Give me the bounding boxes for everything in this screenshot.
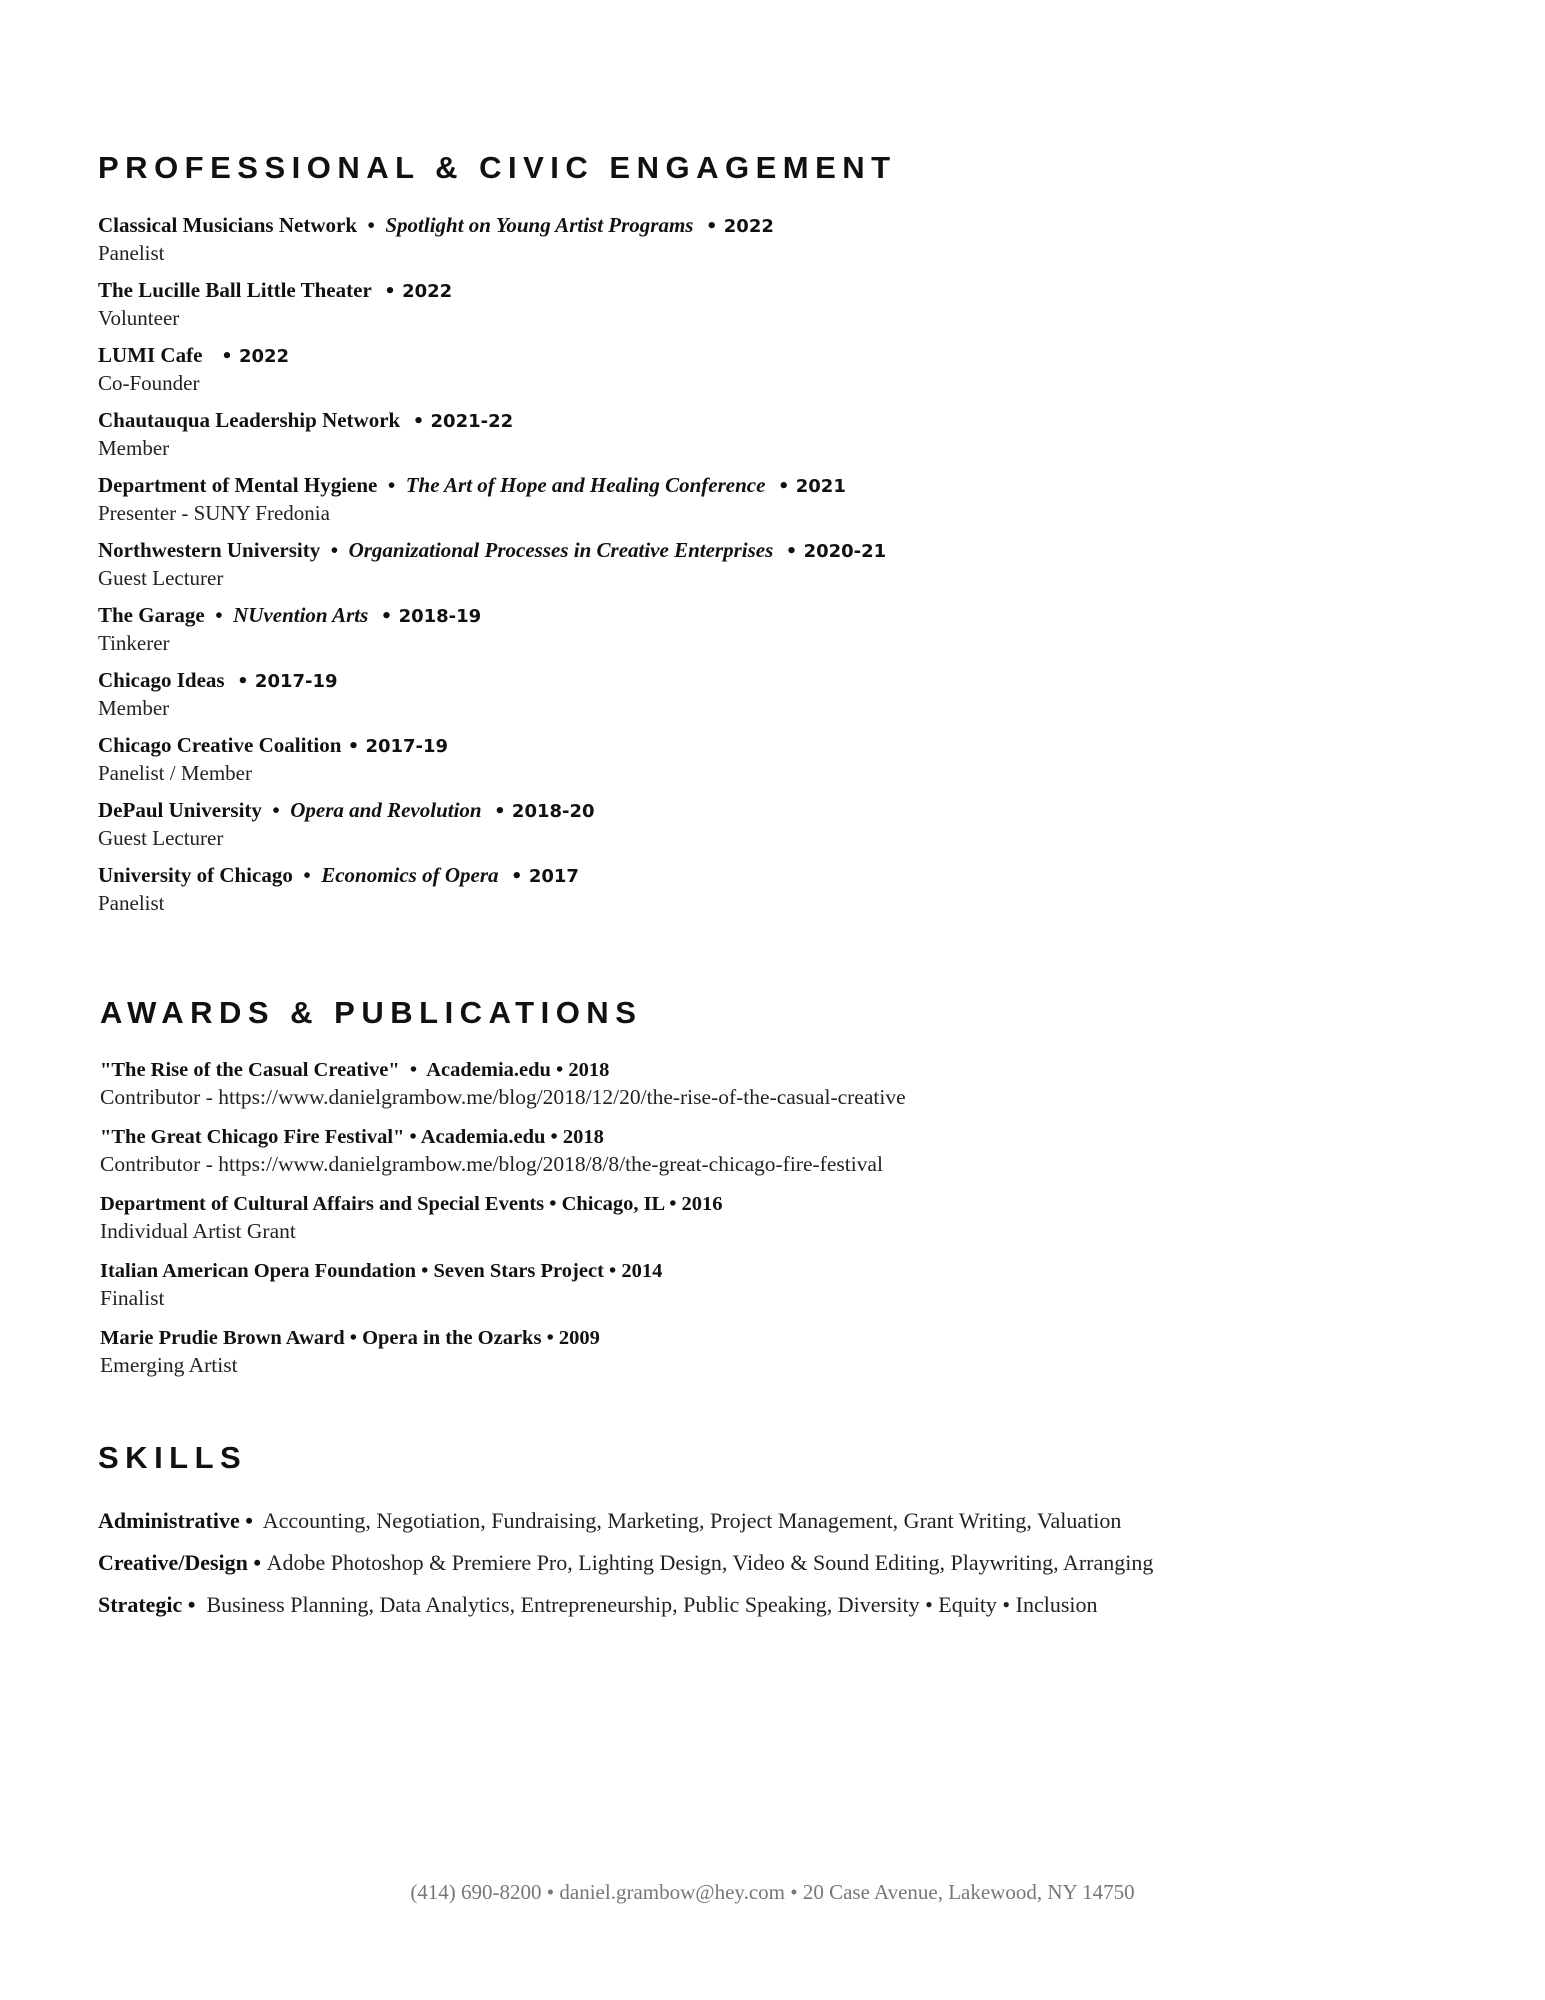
engagement-role: Co-Founder [98, 371, 200, 395]
award-entry [100, 1191, 1480, 1245]
engagement-entry [98, 602, 1478, 656]
engagement-role: Panelist / Member [98, 761, 252, 785]
engagement-role: Guest Lecturer [98, 566, 224, 590]
award-entry [100, 1325, 1480, 1379]
engagement-role: Panelist [98, 241, 165, 265]
engagement-title [98, 862, 1478, 890]
skills-heading: SKILLS [98, 1440, 248, 1475]
engagement-title [98, 602, 1478, 630]
skills-section [98, 1440, 1478, 1626]
engagement-title [98, 342, 1478, 370]
org-name: The Lucille Ball Little Theater [98, 278, 372, 302]
award-detail: Individual Artist Grant [100, 1219, 296, 1243]
org-name: LUMI Cafe [98, 343, 203, 367]
contact-footer: (414) 690-8200 • daniel.grambow@hey.com • 20 Case Avenue, Lakewood, NY 14750 [410, 1880, 1135, 1904]
separator: • [261, 798, 291, 822]
engagement-role: Panelist [98, 891, 165, 915]
program-name: NUvention Arts [233, 603, 369, 627]
award-title: Italian American Opera Foundation • Seven Stars Project • 2014 [100, 1260, 663, 1282]
award-detail: Finalist [100, 1286, 165, 1310]
year: • 2022 [693, 216, 774, 237]
engagement-title [98, 407, 1478, 435]
org-name: Chicago Ideas [98, 668, 225, 692]
engagement-entry [98, 862, 1478, 916]
org-name: DePaul University [98, 798, 262, 822]
org-name: Classical Musicians Network [98, 213, 357, 237]
engagement-role: Volunteer [98, 306, 180, 330]
org-name: Chicago Creative Coalition [98, 733, 342, 757]
award-title: "The Great Chicago Fire Festival" • Academia.edu • 2018 [100, 1126, 604, 1148]
award-entry [100, 1057, 1480, 1111]
year: • 2017-19 [224, 671, 338, 692]
program-name: Organizational Processes in Creative Enterprises [348, 538, 774, 562]
org-name: Department of Mental Hygiene [98, 473, 378, 497]
awards-section [100, 995, 1480, 1392]
skill-row [98, 1584, 1478, 1626]
separator: • [204, 603, 234, 627]
award-entry [100, 1124, 1480, 1178]
skill-row [98, 1500, 1478, 1542]
org-name: University of Chicago [98, 863, 293, 887]
engagement-entry [98, 277, 1478, 331]
year: • 2017 [498, 866, 579, 887]
year: • 2021-22 [400, 411, 514, 432]
engagement-title [98, 537, 1478, 565]
program-name: The Art of Hope and Healing Conference [405, 473, 766, 497]
engagement-entry [98, 797, 1478, 851]
engagement-entry [98, 732, 1478, 786]
engagement-title [98, 797, 1478, 825]
skill-label: Administrative • [98, 1508, 259, 1533]
year: • 2018-20 [481, 801, 595, 822]
engagement-role: Tinkerer [98, 631, 170, 655]
engagement-title [98, 277, 1478, 305]
year: • 2020-21 [773, 541, 887, 562]
engagement-title [98, 472, 1478, 500]
engagement-entry [98, 212, 1478, 266]
award-detail: Emerging Artist [100, 1353, 238, 1377]
org-name: Northwestern University [98, 538, 321, 562]
engagement-role: Member [98, 436, 170, 460]
skill-label: Creative/Design • [98, 1550, 267, 1575]
engagement-entry [98, 537, 1478, 591]
org-name: The Garage [98, 603, 205, 627]
separator: • [377, 473, 406, 497]
award-title: Marie Prudie Brown Award • Opera in the Ozarks • 2009 [100, 1327, 600, 1349]
year: • 2018-19 [368, 606, 482, 627]
award-title: "The Rise of the Casual Creative" • Academia.edu • 2018 [100, 1059, 610, 1081]
separator: • [292, 863, 322, 887]
year: • 2022 [202, 346, 290, 367]
professional-heading: PROFESSIONAL & CIVIC ENGAGEMENT [98, 150, 897, 185]
org-name: Chautauqua Leadership Network [98, 408, 401, 432]
engagement-role: Member [98, 696, 170, 720]
year: • 2022 [371, 281, 453, 302]
engagement-role: Presenter - SUNY Fredonia [98, 501, 330, 525]
engagement-entry [98, 342, 1478, 396]
year: • 2021 [765, 476, 846, 497]
skill-label: Strategic • [98, 1592, 201, 1617]
awards-heading: AWARDS & PUBLICATIONS [100, 995, 643, 1030]
award-detail: Contributor - https://www.danielgrambow.me/blog/2018/12/20/the-rise-of-the-casual-creative [100, 1085, 906, 1109]
engagement-entry [98, 472, 1478, 526]
award-title: Department of Cultural Affairs and Special Events • Chicago, IL • 2016 [100, 1193, 723, 1215]
skill-list: Adobe Photoshop & Premiere Pro, Lighting Design, Video & Sound Editing, Playwriting, Arranging [266, 1550, 1154, 1575]
engagement-title [98, 732, 1478, 760]
program-name: Economics of Opera [321, 863, 499, 887]
program-name: Spotlight on Young Artist Programs [385, 213, 694, 237]
engagement-title [98, 212, 1478, 240]
engagement-entry [98, 667, 1478, 721]
skill-row [98, 1542, 1478, 1584]
year: • 2017-19 [341, 736, 449, 757]
skill-list: Business Planning, Data Analytics, Entrepreneurship, Public Speaking, Diversity • Equity • Inclusion [201, 1592, 1098, 1617]
separator: • [357, 213, 386, 237]
separator: • [320, 538, 349, 562]
engagement-entry [98, 407, 1478, 461]
skill-list: Accounting, Negotiation, Fundraising, Marketing, Project Management, Grant Writing, Valuation [258, 1508, 1122, 1533]
engagement-title [98, 667, 1478, 695]
award-entry [100, 1258, 1480, 1312]
award-detail: Contributor - https://www.danielgrambow.me/blog/2018/8/8/the-great-chicago-fire-festival [100, 1152, 883, 1176]
program-name: Opera and Revolution [290, 798, 482, 822]
engagement-role: Guest Lecturer [98, 826, 224, 850]
professional-section [98, 150, 1478, 927]
